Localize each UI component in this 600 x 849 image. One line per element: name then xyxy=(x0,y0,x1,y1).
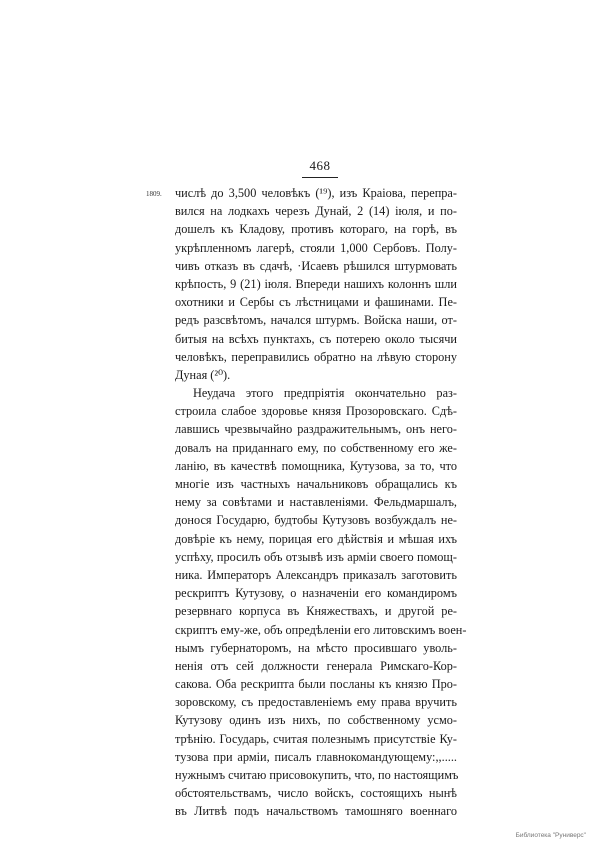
text-line: довѣріе къ нему, порицая его дѣйствія и мѣшая ихъ xyxy=(175,531,457,546)
text-line: строила слабое здоровье князя Прозоровскаго. Сдѣ- xyxy=(175,404,457,419)
text-line: многіе изъ частныхъ начальниковъ обращались къ xyxy=(175,477,457,491)
text-line: ника. Императоръ Александръ приказалъ заготовить xyxy=(175,567,457,582)
text-line: чивъ отказъ въ сдачѣ, ·Исаевъ рѣшился штурмовать xyxy=(175,258,457,273)
page-number-rule xyxy=(302,177,338,178)
text-line: успѣху, просилъ объ отзывѣ изъ арміи своего помощ- xyxy=(175,549,457,564)
body-text xyxy=(175,184,467,821)
text-line: трѣнію. Государь, считая полезнымъ присутствіе Ку- xyxy=(175,731,457,746)
text-line: ненія отъ сей должности генерала Римскаго-Кор- xyxy=(175,658,457,673)
text-line: донося Государю, будтобы Кутузовъ возбуждалъ не- xyxy=(175,513,457,528)
text-line: битыя на всѣхъ пунктахъ, съ потерею около тысячи xyxy=(175,331,457,346)
text-line: сакова. Оба рескрипта были посланы къ князю Про- xyxy=(175,677,457,692)
text-line: укрѣпленномъ лагерѣ, стояли 1,000 Сербовъ. Полу- xyxy=(175,240,457,255)
text-line-paragraph-end: Дуная (²⁰). xyxy=(175,367,231,382)
text-line: въ Литвѣ подъ начальствомъ тамошняго военнаго xyxy=(175,804,457,819)
text-line: Кутузову одинъ изъ нихъ, по собственному усмо- xyxy=(175,713,457,728)
text-line-paragraph-start: Неудача этого предпріятія окончательно раз- xyxy=(193,386,457,401)
text-line: рескриптъ Кутузову, о назначеніи его командиромъ xyxy=(175,586,457,601)
margin-year-note: 1809. xyxy=(146,190,162,198)
text-line: резервнаго корпуса въ Княжествахъ, и другой ре- xyxy=(175,604,457,619)
text-line: обстоятельствамъ, число войскъ, состоящихъ нынѣ xyxy=(175,786,457,801)
text-line: крѣпость, 9 (21) іюля. Впереди нашихъ колоннъ шли xyxy=(175,276,457,291)
text-line: дошелъ къ Кладову, противъ котораго, на горѣ, въ xyxy=(175,222,457,237)
text-line: нужнымъ считаю присовокупить, что, по настоящимъ xyxy=(175,768,459,782)
text-line: нему за совѣтами и наставленіями. Фельдмаршалъ, xyxy=(175,495,457,510)
text-line: зоровскому, съ предоставленіемъ ему права вручить xyxy=(175,695,457,710)
text-line: лавшись чрезвычайно раздражительнымъ, онъ него- xyxy=(175,422,457,437)
text-line: скриптъ ему-же, объ опредѣленіи его литовскимъ воен- xyxy=(175,622,467,637)
text-line: редъ разсвѣтомъ, начался штурмъ. Войска наши, от- xyxy=(175,313,457,328)
library-watermark: Библиотека "Руниверс" xyxy=(515,832,586,839)
text-line: ланію, въ качествѣ помощника, Кутузова, за то, что xyxy=(175,458,457,473)
page-number: 468 xyxy=(309,158,331,173)
text-line: довалъ на приданнаго ему, по собственному его же- xyxy=(175,440,457,455)
text-line: человѣкъ, переправились обратно на лѣвую сторону xyxy=(175,349,457,364)
text-line: охотники и Сербы съ лѣстницами и фашинами. Пе- xyxy=(175,295,457,310)
text-line: числѣ до 3,500 человѣкъ (¹⁹), изъ Краіова, перепра- xyxy=(175,186,457,200)
text-line: тузова при арміи, писалъ главнокомандующему:,,..... xyxy=(175,749,457,764)
text-line: нымъ губернаторомъ, на мѣсто просившаго уволь- xyxy=(175,640,457,655)
text-line: вился на лодкахъ черезъ Дунай, 2 (14) іюля, и по- xyxy=(175,204,457,219)
